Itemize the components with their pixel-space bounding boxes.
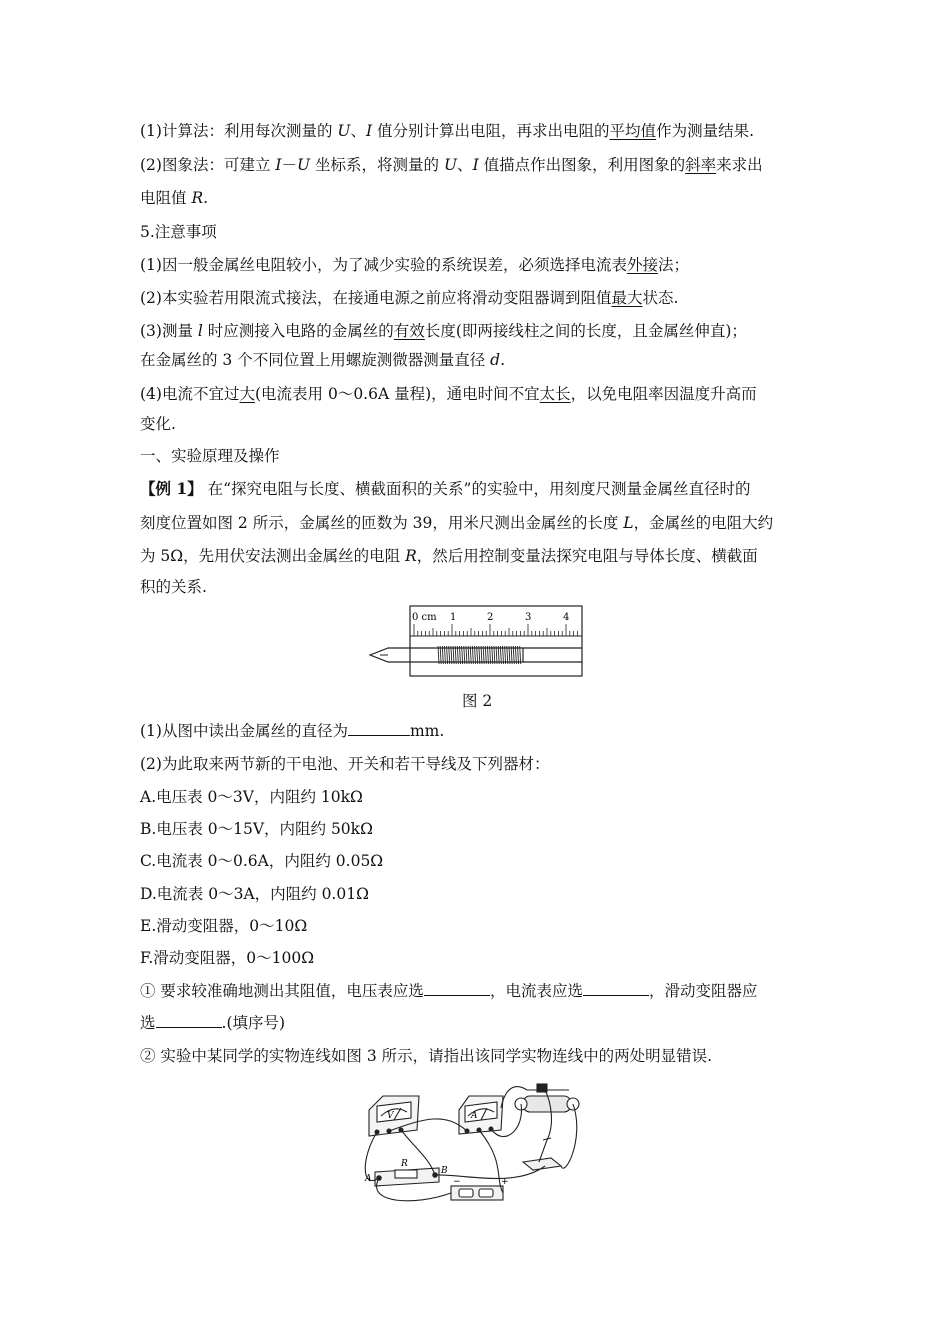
option-f: F.滑动变阻器，0～100Ω [140,949,315,967]
question-1: (1)从图中读出金属丝的直径为 mm. [140,722,445,740]
option-d: D.电流表 0～3A，内阻约 0.01Ω [140,885,369,903]
sub-question-1-cont: 选 .(填序号) [140,1014,286,1032]
figure-3-circuit [355,1078,585,1216]
option-a: A.电压表 0～3V，内阻约 10kΩ [140,788,363,806]
option-e: E.滑动变阻器，0～10Ω [140,917,308,935]
sub-question-2: ② 实验中某同学的实物连线如图 3 所示，请指出该同学实物连线中的两处明显错误. [140,1047,713,1065]
underlined-term: 太长 [539,385,571,403]
figure-2-caption: 图 2 [462,692,493,710]
section-heading-principle: 一、实验原理及操作 [140,447,280,465]
example-line-1: 【例 1】 在“探究电阻与长度、横截面积的关系”的实验中，用刻度尺测量金属丝直径时的 [140,479,751,498]
text-line-1: (1)计算法：利用每次测量的 U、I 值分别计算出电阻，再求出电阻的平均值作为测量结果. [140,122,754,140]
text-line-9: (4)电流不宜过大(电流表用 0～0.6A 量程)，通电时间不宜太长，以免电阻率因温度升高而 [140,385,757,403]
ruler-tick-label-1: 1 [450,612,457,623]
battery-plus-label: + [501,1177,509,1187]
ruler-ticks [414,624,577,636]
ruler-tick-label-2: 2 [487,612,494,623]
battery-minus-label: − [453,1177,461,1187]
text-line-10: 变化. [140,415,176,433]
terminal-a-label: A [365,1174,372,1184]
voltmeter-symbol: V [387,1111,394,1121]
sub-question-1: ① 要求较准确地测出其阻值，电压表应选 ，电流表应选 ，滑动变阻器应 [140,982,758,1000]
ruler-tick-label-3: 3 [525,612,532,623]
example-line-3: 为 5Ω，先用伏安法测出金属丝的电阻 R，然后用控制变量法探究电阻与导体长度、横截面 [140,547,758,565]
example-line-4: 积的关系. [140,578,207,596]
underlined-term: 大 [239,385,255,403]
text-line-6: (2)本实验若用限流式接法，在接通电源之前应将滑动变阻器调到阻值最大状态. [140,289,679,307]
resistor-label: R [401,1159,408,1169]
example-line-2: 刻度位置如图 2 所示，金属丝的匝数为 39，用米尺测出金属丝的长度 L，金属丝的电阻大约 [140,514,774,532]
underlined-term: 外接 [626,256,658,274]
ammeter-symbol: A [471,1111,478,1121]
text-line-3: 电阻值 R. [140,189,209,207]
terminal-b-label: B [441,1166,448,1176]
ammeter-answer-blank[interactable] [583,981,649,996]
text-line-2: (2)图象法：可建立 I－U 坐标系，将测量的 U、I 值描点作出图象，利用图象的斜率来求出 [140,156,763,174]
ruler-tick-label-4: 4 [563,612,570,623]
question-2: (2)为此取来两节新的干电池、开关和若干导线及下列器材： [140,755,550,773]
underlined-term: 平均值 [609,122,657,140]
section-heading-notes: 5.注意事项 [140,223,217,241]
text-line-5: (1)因一般金属丝电阻较小，为了减少实验的系统误差，必须选择电流表外接法； [140,256,689,274]
underlined-term: 斜率 [685,156,717,174]
option-b: B.电压表 0～15V，内阻约 50kΩ [140,820,373,838]
rheostat-answer-blank[interactable] [156,1013,222,1028]
text-line-7: (3)测量 l 时应测接入电路的金属丝的有效长度(即两接线柱之间的长度，且金属丝伸直)； [140,322,747,340]
rheostat-coil [523,1096,571,1112]
option-c: C.电流表 0～0.6A，内阻约 0.05Ω [140,852,384,870]
voltmeter-answer-blank[interactable] [424,981,490,996]
underlined-term: 最大 [611,289,643,307]
text-line-8: 在金属丝的 3 个不同位置上用螺旋测微器测量直径 d. [140,351,506,369]
underlined-term: 有效 [393,322,425,340]
answer-blank[interactable] [348,721,410,736]
ruler-unit-label: 0 cm [412,612,437,623]
figure-2-ruler [368,600,592,682]
example-label: 【例 1】 [140,479,203,498]
